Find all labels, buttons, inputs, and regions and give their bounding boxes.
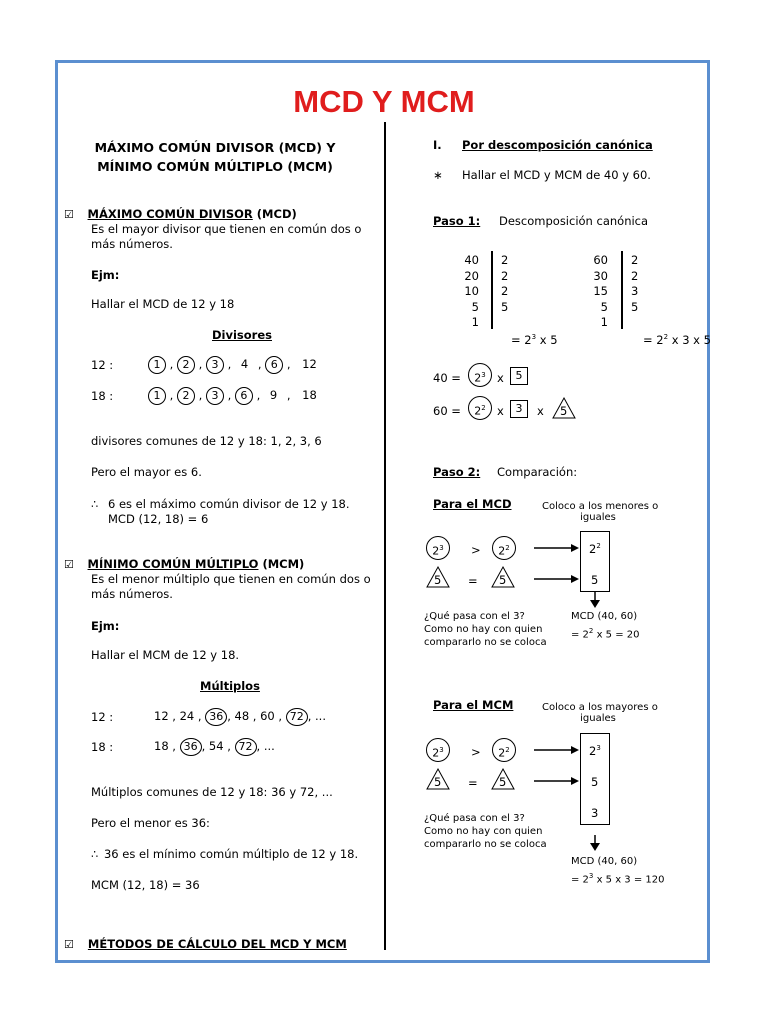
circled-number: 36 [205, 708, 227, 726]
circled-number: 2 [177, 356, 195, 374]
factor40-power [468, 363, 492, 387]
factor60-square: 3 [510, 400, 528, 418]
triangle-value: 5 [499, 775, 507, 789]
common-multiples: Múltiplos comunes de 12 y 18: 36 y 72, ... [91, 785, 333, 799]
arrow-right-icon [534, 543, 579, 553]
div12-row: 1 , 2 , 3 , 4 , 6 , 12 [148, 356, 317, 374]
mcm-box-three: 3 [591, 806, 599, 820]
mcd-cmp-b: $2^2$ [492, 536, 516, 560]
section-title: Por descomposición canónica [462, 138, 653, 152]
mul18-label: 18 : [91, 740, 114, 754]
circled-number: 72 [235, 738, 257, 756]
circled-number: 6 [235, 387, 253, 405]
plain-number: 4 [240, 357, 249, 371]
factor60-power [468, 396, 492, 420]
paso2-text: Comparación: [497, 465, 578, 479]
para-mcd-label: Para el MCD [433, 497, 512, 511]
checkbox-icon: ☑ [64, 938, 74, 951]
mcm-cmp-a: $2^3$ [426, 738, 450, 762]
least-note: Pero el menor es 36: [91, 816, 210, 830]
paso1-label: Paso 1: [433, 214, 481, 228]
mcd-definition-1: Es el mayor divisor que tienen en común dos o [91, 222, 362, 236]
mcm-definition-1: Es el menor múltiplo que tienen en común dos o [91, 572, 371, 586]
example-label-1: Ejm: [91, 268, 120, 282]
right-task: Hallar el MCD y MCM de 40 y 60. [462, 168, 651, 182]
methods-heading: ☑ MÉTODOS DE CÁLCULO DEL MCD Y MCM [64, 937, 347, 951]
mcm-abbr: (MCM) [258, 557, 305, 571]
mcm-task: Hallar el MCM de 12 y 18. [91, 648, 240, 662]
triangle-value: 5 [434, 573, 442, 587]
therefore-icon: ∴ [91, 847, 99, 861]
mcm-definition-2: más números. [91, 587, 173, 601]
mcd-conclusion-2: MCD (12, 18) = 6 [108, 512, 209, 526]
times-sign: x [497, 404, 504, 418]
arrow-down-icon [589, 592, 601, 608]
mcm-section-heading [64, 557, 304, 571]
mcm-conclusion-2: MCM (12, 18) = 36 [91, 878, 200, 892]
arrow-right-icon [534, 574, 579, 584]
subtitle-line-2: MÍNIMO COMÚN MÚLTIPLO (MCM) [97, 159, 333, 174]
mcd-cmp-a: $2^3$ [426, 536, 450, 560]
equal-sign: = [468, 574, 478, 588]
circled-number: 36 [180, 738, 202, 756]
checkbox-icon: ☑ [64, 558, 74, 571]
factor-bar-60 [621, 251, 623, 329]
divisores-title: Divisores [212, 328, 272, 342]
div12-label: 12 : [91, 358, 114, 372]
div18-row: 1 , 2 , 3 , 6 , 9 , 18 [148, 387, 317, 405]
factor40-square: 5 [510, 367, 528, 385]
circled-power: $2^3$ [468, 363, 492, 387]
col60-left: 60 30 15 5 1 [593, 253, 608, 329]
mcd-definition-2: más números. [91, 237, 173, 251]
subtitle-line-1: MÁXIMO COMÚN DIVISOR (MCD) Y [94, 140, 336, 155]
circled-number: 1 [148, 356, 166, 374]
greatest-note: Pero el mayor es 6. [91, 465, 202, 479]
common-divisors: divisores comunes de 12 y 18: 1, 2, 3, 6 [91, 434, 322, 448]
plain-number: 18 [302, 388, 317, 402]
mcd-heading: MÁXIMO COMÚN DIVISOR [87, 207, 253, 221]
greater-sign: > [471, 543, 481, 557]
factor-bar-40 [491, 251, 493, 329]
para-mcm-label: Para el MCM [433, 698, 514, 712]
mcd-task: Hallar el MCD de 12 y 18 [91, 297, 235, 311]
factor40-lhs: 40 = [433, 371, 461, 385]
plain-number: 12 [302, 357, 317, 371]
mcd-box-five: 5 [591, 573, 599, 587]
arrow-right-icon [534, 776, 579, 786]
paso1-text: Descomposición canónica [499, 214, 649, 228]
circled-number: 72 [286, 708, 308, 726]
mcm-result: MCD (40, 60) = $2^3$ x 5 x 3 = 120 [571, 856, 665, 886]
mcd-abbr: (MCD) [252, 207, 297, 221]
mcm-conclusion-1: ∴ 36 es el mínimo común múltiplo de 12 y 18. [91, 847, 359, 861]
triangle-value: 5 [434, 775, 442, 789]
circled-number: 6 [265, 356, 283, 374]
mcd-result: MCD (40, 60) = $2^2$ x 5 = 20 [571, 611, 640, 641]
arrow-right-icon [534, 745, 579, 755]
circled-number: 3 [206, 387, 224, 405]
example-label-2: Ejm: [91, 619, 120, 633]
mcd-box-power: $2^2$ [589, 542, 601, 556]
factor60-lhs: 60 = [433, 404, 461, 418]
subtitle [70, 138, 360, 176]
checkbox-icon: ☑ [64, 208, 74, 221]
triangle-value: 5 [499, 573, 507, 587]
section-number: I. [433, 138, 442, 152]
triangle-value: 5 [560, 404, 568, 418]
greater-sign: > [471, 745, 481, 759]
mul12-row: 12 , 24 , 36 , 48 , 60 , 72 , ... [154, 708, 326, 726]
times-sign: x [537, 404, 544, 418]
col60-right: 2 2 3 5 [631, 253, 639, 314]
mul12-label: 12 : [91, 710, 114, 724]
page-title: MCD Y MCM [293, 84, 475, 119]
mcd-question: ¿Qué pasa con el 3? Como no hay con quien compararlo no se coloca [424, 611, 547, 648]
circled-number: 3 [206, 356, 224, 374]
arrow-down-icon [589, 835, 601, 851]
circled-power: $2^2$ [468, 396, 492, 420]
mcm-cmp-b: $2^2$ [492, 738, 516, 762]
mcd-section-heading [64, 207, 297, 221]
eq60-result: = $2^2$ x 3 x 5 [643, 333, 711, 347]
div18-label: 18 : [91, 389, 114, 403]
mul18-row: 18 , 36 , 54 , 72 , ... [154, 738, 275, 756]
mcm-heading: MÍNIMO COMÚN MÚLTIPLO [87, 557, 259, 571]
mcm-box-five: 5 [591, 775, 599, 789]
bullet-icon: ∗ [433, 168, 443, 182]
therefore-icon: ∴ [91, 497, 99, 511]
paso2-label: Paso 2: [433, 465, 481, 479]
circled-number: 2 [177, 387, 195, 405]
mcm-box-power: $2^3$ [589, 744, 601, 758]
circled-number: 1 [148, 387, 166, 405]
mcm-note: Coloco a los mayores o iguales [542, 702, 658, 724]
col40-right: 2 2 2 5 [501, 253, 509, 314]
times-sign: x [497, 371, 504, 385]
equal-sign: = [468, 776, 478, 790]
mcd-conclusion-1: ∴ 6 es el máximo común divisor de 12 y 18. [91, 497, 350, 511]
mcm-question: ¿Qué pasa con el 3? Como no hay con quien compararlo no se coloca [424, 813, 547, 850]
column-divider [384, 122, 386, 950]
multiplos-title: Múltiplos [200, 679, 260, 693]
col40-left: 40 20 10 5 1 [464, 253, 479, 329]
mcd-note: Coloco a los menores o iguales [542, 501, 659, 523]
eq40-result: = $2^3$ x 5 [511, 333, 558, 347]
plain-number: 9 [269, 388, 278, 402]
